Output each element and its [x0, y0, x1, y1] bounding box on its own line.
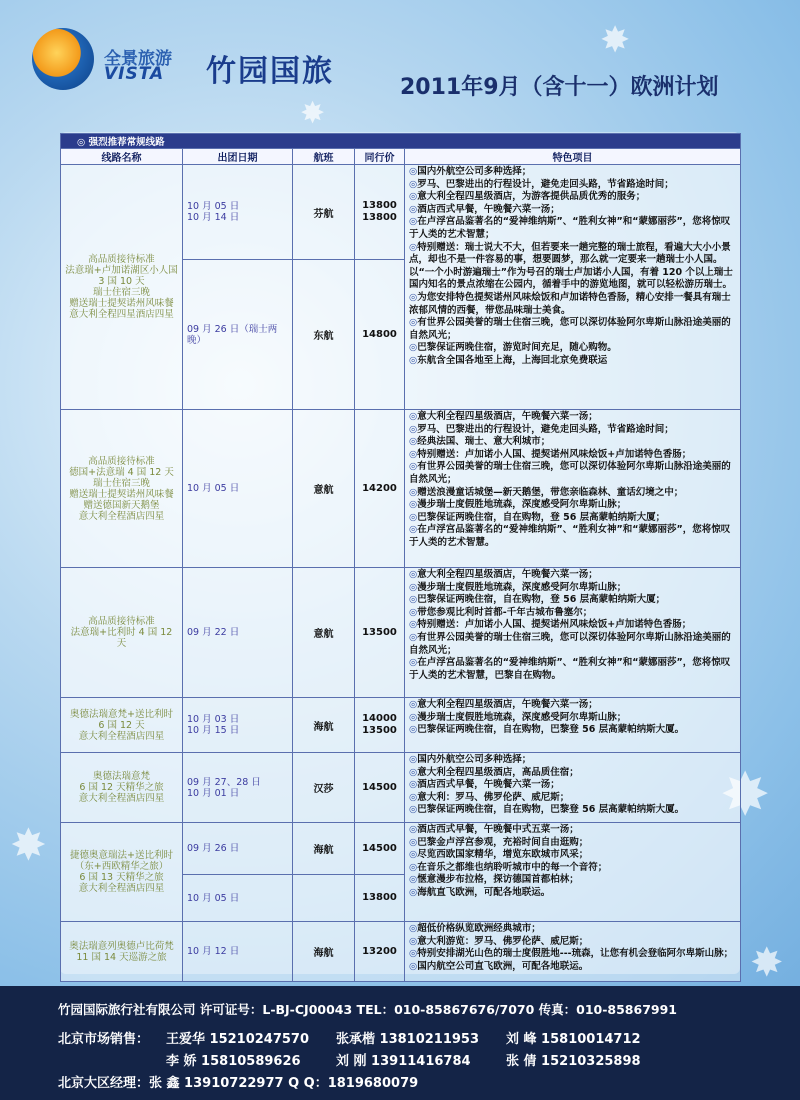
feature-text: 尽览西欧国家精华，增览东欧城市风采；	[417, 849, 589, 861]
bullet-icon: ◎	[409, 423, 418, 435]
table-row	[61, 823, 741, 875]
route-name-cell	[61, 922, 183, 982]
feature-item	[409, 524, 736, 549]
departure-date: 10 月 12 日	[187, 946, 240, 957]
route-name-cell	[61, 753, 183, 823]
feature-text: 赠送浪漫童话城堡—新天鹅堡，带您亲临森林、童话幻境之中；	[417, 486, 684, 498]
feature-text: 罗马、巴黎进出的行程设计，避免走回头路，节省路途时间；	[417, 178, 674, 190]
bullet-icon: ◎	[409, 216, 418, 228]
price-value: 14200	[362, 482, 397, 494]
route-name-line: 高品质接待标准	[88, 616, 155, 627]
feature-item	[409, 862, 736, 875]
price-value: 13800	[362, 892, 397, 903]
departure-date: 10 月 05 日	[187, 892, 240, 904]
feature-text: 巴黎保证两晚住宿，自在购物，巴黎登 56 层高蒙帕纳斯大厦。	[417, 724, 685, 736]
bullet-icon: ◎	[409, 499, 418, 511]
route-name-line: 瑞士住宿三晚	[92, 477, 150, 489]
bullet-icon: ◎	[409, 569, 418, 580]
banner-text: 强烈推荐常规线路	[88, 137, 165, 148]
route-name-line: 奥德法瑞意梵+送比利时	[70, 708, 173, 720]
feature-item	[409, 948, 736, 961]
feature-item	[409, 355, 736, 368]
route-name-cell	[61, 698, 183, 753]
feature-text: 有世界公园美誉的瑞士住宿三晚，您可以深切体验阿尔卑斯山脉沿途美丽的自然风光；	[409, 461, 731, 485]
feature-text: 经典法国、瑞士、意大利城市；	[417, 436, 551, 448]
airline-cell: 海航	[293, 922, 355, 982]
column-header-route: 线路名称	[61, 149, 183, 165]
feature-item	[409, 607, 736, 620]
price-cell	[355, 260, 405, 410]
bullet-icon: ◎	[409, 448, 418, 460]
feature-text: 国内外航空公司多种选择；	[417, 166, 532, 177]
departure-date: 10 月 05 日	[187, 483, 240, 494]
feature-text: 意大利：罗马、佛罗伦萨、威尼斯；	[417, 791, 570, 803]
feature-item	[409, 461, 736, 486]
feature-text: 有世界公园美誉的瑞士住宿三晚，您可以深切体验阿尔卑斯山脉沿途美丽的自然风光；	[409, 631, 731, 656]
feature-text: 国内航空公司直飞欧洲，可配各地联运。	[417, 960, 589, 972]
feature-text: 特别安排湖光山色的瑞士度假胜地---琉森，让您有机会登临阿尔卑斯山脉；	[417, 948, 734, 960]
feature-item	[409, 166, 736, 179]
price-value: 13800	[362, 200, 397, 211]
bullet-icon: ◎	[409, 631, 418, 643]
price-value: 14500	[362, 842, 397, 854]
price-value: 14800	[362, 328, 397, 340]
feature-item	[409, 342, 736, 355]
airline-cell	[293, 875, 355, 922]
route-name-line: 捷德奥意瑞法+送比利时	[70, 850, 173, 861]
airline-cell: 意航	[293, 410, 355, 568]
column-header-airline: 航班	[293, 149, 355, 165]
feature-text: 意大利游览：罗马、佛罗伦萨、威尼斯；	[417, 935, 589, 947]
route-name-line: 意大利全程四星酒店四星	[69, 309, 174, 320]
bullet-icon: ◎	[409, 411, 418, 422]
feature-text: 罗马、巴黎进出的行程设计，避免走回头路，节省路途时间；	[417, 423, 674, 435]
bullet-icon: ◎	[409, 874, 418, 886]
feature-text: 巴黎金卢浮宫参观，充裕时间自由逛购；	[417, 836, 589, 848]
departure-date: 10 月 15 日	[187, 725, 240, 736]
sales-contact: 张 倩 15210325898	[506, 1054, 641, 1069]
column-header-row	[61, 149, 741, 165]
feature-text: 巴黎保证两晚住宿，自在购物，巴黎登 56 层高蒙帕纳斯大厦。	[417, 804, 685, 816]
departure-date-cell	[183, 753, 293, 823]
airline-cell: 意航	[293, 568, 355, 698]
airline-cell: 海航	[293, 698, 355, 753]
feature-item	[409, 699, 736, 712]
price-cell	[355, 753, 405, 823]
feature-item	[409, 767, 736, 780]
price-cell	[355, 568, 405, 698]
feature-item	[409, 191, 736, 204]
feature-text: 在卢浮宫品鉴著名的“爱神维纳斯”、“胜利女神”和“蒙娜丽莎”，您将惊叹于人类的艺术智慧；	[409, 216, 731, 240]
feature-item	[409, 724, 736, 737]
feature-text: 为您安排特色提契诺州风味烩饭和卢加诺特色香肠，精心安排一餐具有瑞士浓郁风情的西餐，带您品味瑞士美食。	[409, 291, 731, 316]
feature-text: 在音乐之都维也纳聆听城市中的每一个音符；	[417, 861, 608, 873]
logo-english-text: VISTA	[104, 64, 165, 84]
feature-text: 巴黎保证两晚住宿，自在购物，登 56 层高蒙帕纳斯大厦；	[417, 511, 666, 523]
route-name-line: 意大利全程酒店四星	[78, 883, 165, 894]
bullet-icon: ◎	[409, 191, 418, 203]
sales-contact: 刘 峰 15810014712	[506, 1032, 641, 1047]
feature-text: 惬意漫步布拉格，探访德国首都柏林；	[417, 874, 579, 886]
column-header-features: 特色项目	[405, 149, 741, 165]
route-name-line: 高品质接待标准	[88, 254, 155, 265]
table-row	[61, 410, 741, 568]
price-value: 14500	[362, 781, 397, 793]
table-banner	[61, 134, 741, 149]
route-name-line: 3 国 10 天	[98, 276, 145, 287]
departure-date: 10 月 14 日	[187, 212, 240, 223]
bullet-icon: ◎	[409, 791, 418, 803]
column-header-date: 出团日期	[183, 149, 293, 165]
feature-text: 特别赠送：卢加诺小人国、提契诺州风味烩饭+卢加诺特色香肠；	[417, 448, 692, 460]
feature-text: 酒店西式早餐，午晚餐六菜一汤；	[417, 779, 560, 791]
feature-text: 超低价格纵览欧洲经典城市；	[417, 923, 541, 934]
route-name-line: （东+西欧精华之旅）	[74, 861, 169, 872]
bullet-icon: ◎	[409, 354, 418, 366]
feature-text: 酒店西式早餐，午晚餐中式五菜一汤；	[417, 824, 579, 835]
footer	[0, 986, 800, 1100]
bullet-icon: ◎	[409, 606, 418, 618]
feature-item	[409, 779, 736, 792]
bullet-icon: ◎	[409, 581, 418, 593]
feature-item	[409, 887, 736, 900]
price-value: 14000	[362, 713, 397, 724]
sales-contact: 刘 刚 13911416784	[336, 1054, 471, 1069]
bullet-icon: ◎	[409, 594, 418, 606]
feature-item	[409, 936, 736, 949]
route-name-line: 法意瑞+卢加诺湖区小人国	[65, 265, 178, 276]
feature-text: 特别赠送：卢加诺小人国、提契诺州风味烩饭+卢加诺特色香肠；	[417, 619, 692, 631]
bullet-icon: ◎	[409, 699, 418, 710]
route-name-line: 法意瑞+比利时 4 国 12 天	[70, 627, 173, 649]
bullet-icon: ◎	[409, 849, 418, 861]
features-cell	[405, 165, 741, 410]
feature-item	[409, 923, 736, 936]
route-name-line: 赠送瑞士提契诺州风味餐	[69, 298, 174, 309]
star-decoration-icon: ✸	[300, 96, 326, 131]
bullet-icon: ◎	[409, 711, 418, 723]
star-decoration-icon: ✸	[720, 760, 771, 830]
feature-item	[409, 317, 736, 342]
features-cell	[405, 568, 741, 698]
bullet-icon: ◎	[409, 461, 418, 473]
page-title: 2011年9月（含十一）欧洲计划	[400, 75, 719, 100]
feature-item	[409, 499, 736, 512]
route-name-line: 11 国 14 天巡游之旅	[76, 951, 167, 963]
bullet-icon: ◎	[409, 779, 418, 791]
features-cell	[405, 823, 741, 922]
sales-label: 北京市场销售：	[58, 1032, 150, 1047]
bullet-icon: ◎	[409, 935, 418, 947]
features-cell	[405, 922, 741, 982]
bullet-icon: ◎	[409, 724, 418, 736]
star-decoration-icon: ✸	[750, 940, 784, 986]
feature-item	[409, 512, 736, 525]
route-name-line: 赠送德国新天鹅堡	[83, 499, 160, 511]
departure-date-cell	[183, 260, 293, 410]
bullet-icon: ◎	[409, 923, 418, 934]
route-name-cell	[61, 823, 183, 922]
route-name-line: 高品质接待标准	[88, 455, 155, 467]
route-name-line: 6 国 12 天精华之旅	[79, 782, 164, 793]
bullet-icon: ◎	[409, 317, 418, 329]
feature-text: 漫步瑞士度假胜地琉森，深度感受阿尔卑斯山脉；	[417, 711, 627, 723]
star-decoration-icon: ✸	[600, 20, 631, 61]
departure-date: 10 月 03 日	[187, 714, 240, 725]
bullet-icon: ◎	[409, 886, 418, 898]
bullet-icon: ◎	[409, 178, 418, 190]
departure-date: 10 月 05 日	[187, 201, 240, 212]
table-row	[61, 568, 741, 698]
bullet-icon: ◎	[409, 619, 418, 631]
route-name-cell	[61, 410, 183, 568]
vista-logo-icon	[32, 28, 94, 90]
price-cell	[355, 410, 405, 568]
bullet-icon: ◎	[409, 766, 418, 778]
feature-item	[409, 436, 736, 449]
feature-text: 意大利全程四星级酒店，午晚餐六菜一汤；	[417, 569, 598, 580]
feature-item	[409, 792, 736, 805]
feature-item	[409, 961, 736, 974]
feature-item	[409, 292, 736, 317]
feature-text: 带您参观比利时首都-千年古城布鲁塞尔；	[417, 606, 593, 618]
feature-text: 意大利全程四星级酒店，午晚餐六菜一汤；	[417, 699, 598, 710]
departure-date-cell	[183, 698, 293, 753]
bullet-icon: ◎	[409, 486, 418, 498]
feature-item	[409, 411, 736, 424]
departure-date: 09 月 26 日（瑞士两晚）	[187, 323, 278, 346]
feature-item	[409, 804, 736, 817]
sales-contact: 张承楷 13810211953	[336, 1032, 480, 1047]
header	[0, 0, 800, 110]
price-cell	[355, 698, 405, 753]
feature-item	[409, 594, 736, 607]
bullet-icon: ◎	[409, 241, 418, 253]
features-cell	[405, 698, 741, 753]
departure-date: 09 月 22 日	[187, 627, 240, 638]
route-name-line: 意大利全程酒店四星	[78, 793, 165, 804]
departure-date-cell	[183, 875, 293, 922]
feature-text: 巴黎保证两晚住宿，游览时间充足，随心购物。	[417, 342, 617, 354]
feature-item	[409, 712, 736, 725]
feature-text: 意大利全程四星级酒店，高品质住宿；	[417, 766, 579, 778]
price-cell	[355, 165, 405, 260]
table-row	[61, 165, 741, 260]
feature-item	[409, 874, 736, 887]
departure-date-cell	[183, 165, 293, 260]
feature-text: 漫步瑞士度假胜地琉森，深度感受阿尔卑斯山脉；	[417, 581, 627, 593]
feature-item	[409, 582, 736, 595]
airline-cell: 海航	[293, 823, 355, 875]
bullet-icon: ◎	[409, 824, 418, 835]
column-header-price: 同行价	[355, 149, 405, 165]
sales-contact: 李 娇 15810589626	[166, 1054, 301, 1069]
route-table	[60, 133, 741, 982]
brand-name: 竹园国旅	[206, 54, 334, 89]
route-name-line: 意大利全程酒店四星	[78, 510, 165, 522]
bullet-icon: ◎	[409, 511, 418, 523]
table-row	[61, 753, 741, 823]
features-cell	[405, 753, 741, 823]
feature-text: 特别赠送：瑞士说大不大，但若要来一趟完整的瑞士旅程，看遍大大小小景点，却也不是一件容易的事，想要圆梦，那么就一定要来一趟瑞士小人国。以“一个小时游遍瑞士”作为号召的瑞士卢加诺小人国，有着 120 个以上瑞士国内知名的景点浓缩在公园内，循着手中的游览地图，就可以轻松游历瑞士。	[409, 241, 733, 291]
price-cell	[355, 922, 405, 982]
departure-date: 10 月 01 日	[187, 787, 240, 799]
feature-item	[409, 424, 736, 437]
bullet-icon: ◎	[409, 203, 418, 215]
feature-text: 意大利全程四星级酒店，为游客提供品质优秀的服务；	[417, 191, 646, 203]
bullet-icon: ◎	[409, 836, 418, 848]
route-name-cell	[61, 165, 183, 410]
feature-item	[409, 657, 736, 682]
manager-contact: 北京大区经理：张 鑫 13910722977 Q Q：1819680079	[58, 1076, 419, 1091]
price-value: 13500	[362, 626, 397, 638]
feature-text: 有世界公园美誉的瑞士住宿三晚，您可以深切体验阿尔卑斯山脉沿途美丽的自然风光；	[409, 317, 731, 341]
departure-date-cell	[183, 922, 293, 982]
route-name-line: 6 国 13 天精华之旅	[79, 872, 164, 883]
features-cell	[405, 410, 741, 568]
feature-text: 酒店西式早餐，午晚餐六菜一汤；	[417, 203, 560, 215]
price-cell	[355, 823, 405, 875]
airline-cell: 东航	[293, 260, 355, 410]
feature-item	[409, 754, 736, 767]
price-cell	[355, 875, 405, 922]
route-name-line: 奥法瑞意列奥德卢比荷梵	[69, 940, 174, 952]
price-value: 13200	[362, 945, 397, 957]
route-name-line: 德国+法意瑞 4 国 12 天	[69, 466, 174, 478]
feature-text: 在卢浮宫品鉴著名的“爱神维纳斯”、“胜利女神”和“蒙娜丽莎”，您将惊叹于人类的艺术智慧。	[409, 524, 731, 548]
bullet-icon: ◎	[409, 166, 418, 177]
departure-date-cell	[183, 568, 293, 698]
bullet-icon: ◎	[409, 804, 418, 816]
bullet-icon: ◎	[409, 960, 418, 972]
feature-item	[409, 632, 736, 657]
bullet-icon: ◎	[409, 861, 418, 873]
feature-item	[409, 204, 736, 217]
star-decoration-icon: ✸	[10, 820, 47, 871]
route-name-line: 奥德法瑞意梵	[92, 771, 150, 782]
feature-item	[409, 837, 736, 850]
bullet-icon: ◎	[409, 524, 418, 536]
company-info: 竹园国际旅行社有限公司 许可证号：L-BJ-CJ00043 TEL：010-85867676/7070 传真：010-85867991	[58, 1002, 677, 1017]
feature-item	[409, 242, 736, 292]
bullet-icon: ◎	[409, 754, 418, 765]
feature-text: 东航含全国各地至上海，上海回北京免费联运	[417, 354, 608, 366]
bullet-icon: ◎	[409, 342, 418, 354]
bullet-icon: ◎	[409, 948, 418, 960]
feature-text: 漫步瑞士度假胜地琉森，深度感受阿尔卑斯山脉；	[417, 499, 627, 511]
bullet-icon: ◎	[409, 657, 418, 669]
feature-text: 海航直飞欧洲，可配各地联运。	[417, 886, 551, 898]
table-row	[61, 698, 741, 753]
feature-item	[409, 849, 736, 862]
bullet-icon: ◎	[409, 436, 418, 448]
feature-text: 在卢浮宫品鉴著名的“爱神维纳斯”、“胜利女神”和“蒙娜丽莎”，您将惊叹于人类的艺术智慧，巴黎自在购物。	[409, 657, 731, 681]
bullet-icon: ◎	[409, 291, 418, 303]
price-value: 13800	[362, 212, 397, 223]
feature-item	[409, 216, 736, 241]
feature-text: 巴黎保证两晚住宿，自在购物，登 56 层高蒙帕纳斯大厦；	[417, 594, 666, 606]
feature-item	[409, 824, 736, 837]
route-name-line: 赠送瑞士提契诺州风味餐	[69, 488, 174, 500]
route-name-line: 瑞士住宿三晚	[92, 287, 150, 298]
table-row	[61, 922, 741, 982]
departure-date-cell	[183, 823, 293, 875]
feature-text: 国内外航空公司多种选择；	[417, 754, 532, 765]
feature-item	[409, 619, 736, 632]
route-name-cell	[61, 568, 183, 698]
feature-item	[409, 487, 736, 500]
airline-cell: 芬航	[293, 165, 355, 260]
route-name-line: 6 国 12 天	[98, 719, 145, 731]
feature-item	[409, 569, 736, 582]
price-value: 13500	[362, 725, 397, 736]
departure-date: 09 月 26 日	[187, 843, 240, 854]
airline-cell: 汉莎	[293, 753, 355, 823]
feature-item	[409, 179, 736, 192]
feature-item	[409, 449, 736, 462]
feature-text: 意大利全程四星级酒店，午晚餐六菜一汤；	[417, 411, 598, 422]
banner-icon: ◎	[77, 137, 89, 148]
route-name-line: 意大利全程酒店四星	[78, 730, 165, 742]
sales-contact: 王爱华 15210247570	[166, 1032, 310, 1047]
logo-chinese-text: 全景旅游	[104, 49, 172, 69]
departure-date: 09 月 27、28 日	[187, 776, 261, 788]
departure-date-cell	[183, 410, 293, 568]
